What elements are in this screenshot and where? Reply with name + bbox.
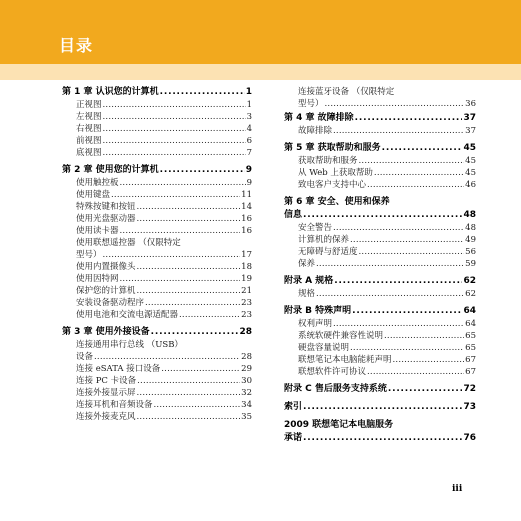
toc-entry[interactable] [62, 189, 252, 201]
leader-dots [367, 366, 464, 378]
toc-appendix-b[interactable] [284, 305, 476, 318]
toc-appendix-c[interactable] [284, 383, 476, 396]
toc-entry[interactable] [62, 147, 252, 159]
leader-dots [374, 167, 464, 179]
chapter-page: 62 [463, 276, 476, 286]
leader-dots [303, 209, 462, 222]
entry-page: 59 [465, 259, 476, 269]
toc-entry[interactable] [62, 363, 252, 375]
entry-label: 联想软件许可协议 [298, 367, 367, 377]
leader-dots [137, 375, 240, 387]
toc-right-column [284, 86, 476, 445]
toc-entry[interactable] [284, 354, 476, 366]
page-number: iii [452, 484, 463, 494]
entry-label: 使用内置摄像头 [76, 262, 136, 272]
entry-label: 型号） [76, 250, 102, 260]
entry-label: 使用因特网 [76, 274, 119, 284]
entry-label: 连接外接麦克风 [76, 412, 136, 422]
entry-label: 使用读卡器 [76, 226, 119, 236]
entry-label: 连接 PC 卡设备 [76, 376, 137, 386]
leader-dots [137, 201, 241, 213]
entry-page: 62 [465, 289, 476, 299]
leader-dots [137, 213, 241, 225]
entry-label: 规格 [298, 289, 316, 299]
page-title: 目录 [59, 36, 94, 55]
toc-entry[interactable] [62, 273, 252, 285]
toc-entry[interactable] [62, 123, 252, 135]
leader-dots [137, 285, 241, 297]
entry-label: 连接耳机和音频设备 [76, 400, 153, 410]
entry-label: 使用触控板 [76, 178, 119, 188]
entry-label: 安全警告 [298, 223, 333, 233]
leader-dots [103, 135, 246, 147]
toc-chapter-6-line2[interactable] [284, 209, 476, 222]
entry-page: 46 [465, 180, 476, 190]
entry-page: 19 [241, 274, 252, 284]
toc-entry[interactable] [62, 201, 252, 213]
toc-entry[interactable] [284, 342, 476, 354]
toc-entry[interactable] [62, 411, 252, 423]
toc-service-promise-line1[interactable]: 2009 联想笔记本电脑服务 [284, 420, 394, 430]
chapter-title: 承诺 [284, 433, 303, 443]
leader-dots [137, 261, 241, 273]
entry-label: 前视图 [76, 136, 102, 146]
toc-entry[interactable] [284, 167, 476, 179]
chapter-title: 第 5 章 获取帮助和服务 [284, 143, 381, 153]
toc-entry[interactable] [284, 258, 476, 270]
entry-label: 型号） [298, 99, 324, 109]
leader-dots [303, 401, 462, 414]
entry-page: 32 [241, 388, 252, 398]
leader-dots [350, 342, 464, 354]
leader-dots [103, 249, 241, 261]
leader-dots [334, 275, 462, 288]
entry-page: 23 [241, 310, 252, 320]
leader-dots [120, 273, 241, 285]
entry-page: 16 [241, 214, 252, 224]
toc-entry-bluetooth-line2[interactable] [284, 98, 476, 110]
chapter-page: 76 [463, 433, 476, 443]
toc-chapter-6-line1[interactable]: 第 6 章 安全、使用和保养 [284, 197, 390, 207]
chapter-page: 64 [463, 306, 476, 316]
chapter-title: 附录 A 规格 [284, 276, 334, 286]
entry-page: 3 [246, 112, 252, 122]
chapter-title: 信息 [284, 210, 303, 220]
leader-dots [316, 288, 464, 300]
leader-dots [111, 189, 240, 201]
toc-entry[interactable] [284, 179, 476, 191]
entry-page: 36 [465, 99, 476, 109]
leader-dots [352, 305, 462, 318]
chapter-page: 9 [245, 165, 252, 175]
entry-label: 系统软硬件兼容性说明 [298, 331, 384, 341]
entry-label: 从 Web 上获取帮助 [298, 168, 373, 178]
chapter-title: 附录 B 特殊声明 [284, 306, 352, 316]
entry-page: 7 [246, 148, 252, 158]
entry-page: 18 [241, 262, 252, 272]
entry-page: 65 [465, 331, 476, 341]
entry-label: 获取帮助和服务 [298, 156, 358, 166]
entry-page: 16 [241, 226, 252, 236]
leader-dots [137, 387, 241, 399]
leader-dots [388, 383, 463, 396]
leader-dots [384, 330, 464, 342]
toc-entry-remote-line2[interactable] [62, 249, 252, 261]
chapter-page: 1 [245, 87, 252, 97]
entry-label: 左视图 [76, 112, 102, 122]
entry-label: 连接 eSATA 接口设备 [76, 364, 161, 374]
entry-page: 34 [241, 400, 252, 410]
chapter-title: 第 1 章 认识您的计算机 [62, 87, 159, 97]
leader-dots [160, 86, 245, 99]
chapter-page: 48 [463, 210, 476, 220]
toc-entry[interactable] [284, 330, 476, 342]
entry-page: 1 [246, 100, 252, 110]
entry-label: 设备 [76, 352, 94, 362]
leader-dots [179, 309, 240, 321]
leader-dots [103, 147, 246, 159]
entry-label: 使用键盘 [76, 190, 111, 200]
leader-dots [137, 411, 241, 423]
leader-dots [161, 363, 240, 375]
entry-page: 21 [241, 286, 252, 296]
toc-entry[interactable] [284, 125, 476, 137]
entry-label: 右视图 [76, 124, 102, 134]
toc-entry[interactable] [284, 318, 476, 330]
entry-page: 29 [241, 364, 252, 374]
toc-entry[interactable] [62, 135, 252, 147]
chapter-page: 72 [463, 384, 476, 394]
leader-dots [94, 351, 240, 363]
leader-dots [350, 234, 464, 246]
entry-label: 底视图 [76, 148, 102, 158]
entry-label: 保护您的计算机 [76, 286, 136, 296]
toc-appendix-a[interactable] [284, 275, 476, 288]
entry-label: 正视图 [76, 100, 102, 110]
leader-dots [103, 111, 246, 123]
toc-entry-bluetooth-line1[interactable]: 连接蓝牙设备 （仅限特定 [298, 87, 395, 97]
entry-page: 11 [241, 190, 252, 200]
leader-dots [359, 246, 465, 258]
toc-entry[interactable] [62, 225, 252, 237]
leader-dots [333, 318, 464, 330]
entry-page: 23 [241, 298, 252, 308]
chapter-page: 28 [239, 327, 252, 337]
toc-entry[interactable] [62, 285, 252, 297]
toc-entry[interactable] [284, 246, 476, 258]
entry-label: 硬盘容量说明 [298, 343, 350, 353]
header-rule [0, 64, 521, 80]
entry-label: 使用光盘驱动器 [76, 214, 136, 224]
entry-label: 安装设备驱动程序 [76, 298, 145, 308]
chapter-page: 73 [463, 402, 476, 412]
toc-entry[interactable] [62, 177, 252, 189]
entry-page: 45 [465, 156, 476, 166]
leader-dots [333, 222, 464, 234]
entry-label: 联想笔记本电脑能耗声明 [298, 355, 392, 365]
leader-dots [120, 177, 246, 189]
entry-page: 37 [465, 126, 476, 136]
entry-page: 28 [241, 352, 252, 362]
leader-dots [151, 326, 239, 339]
entry-page: 67 [465, 355, 476, 365]
entry-label: 连接外接显示屏 [76, 388, 136, 398]
leader-dots [303, 432, 462, 445]
toc-entry-usb-line1[interactable]: 连接通用串行总线 （USB） [76, 340, 183, 350]
toc-entry[interactable] [62, 297, 252, 309]
chapter-title: 第 2 章 使用您的计算机 [62, 165, 159, 175]
chapter-title: 第 4 章 故障排除 [284, 113, 354, 123]
entry-page: 14 [241, 202, 252, 212]
entry-page: 45 [465, 168, 476, 178]
entry-label: 致电客户支持中心 [298, 180, 367, 190]
toc-chapter-3[interactable] [62, 326, 252, 339]
leader-dots [120, 225, 241, 237]
entry-label: 使用电池和交流电源适配器 [76, 310, 179, 320]
toc-entry-remote-line1[interactable]: 使用联想遥控器 （仅限特定 [76, 238, 181, 248]
leader-dots [325, 98, 465, 110]
entry-page: 4 [246, 124, 252, 134]
entry-page: 65 [465, 343, 476, 353]
toc-entry[interactable] [62, 375, 252, 387]
entry-page: 17 [241, 250, 252, 260]
chapter-page: 45 [463, 143, 476, 153]
toc-entry[interactable] [62, 261, 252, 273]
toc-entry[interactable] [62, 99, 252, 111]
leader-dots [367, 179, 464, 191]
chapter-title: 第 3 章 使用外接设备 [62, 327, 150, 337]
leader-dots [382, 142, 463, 155]
entry-page: 9 [246, 178, 252, 188]
toc-service-promise-line2[interactable] [284, 432, 476, 445]
toc-entry[interactable] [62, 387, 252, 399]
toc-entry[interactable] [284, 234, 476, 246]
toc-left-column [62, 86, 252, 423]
entry-label: 故障排除 [298, 126, 333, 136]
entry-label: 无障碍与舒适度 [298, 247, 358, 257]
toc-chapter-2[interactable] [62, 164, 252, 177]
entry-page: 35 [241, 412, 252, 422]
toc-entry[interactable] [284, 366, 476, 378]
entry-page: 48 [465, 223, 476, 233]
toc-chapter-5[interactable] [284, 142, 476, 155]
toc-entry[interactable] [62, 213, 252, 225]
entry-label: 特殊按键和按钮 [76, 202, 136, 212]
entry-page: 64 [465, 319, 476, 329]
leader-dots [333, 125, 464, 137]
toc-chapter-4[interactable] [284, 112, 476, 125]
toc-entry-usb-line2[interactable] [62, 351, 252, 363]
leader-dots [103, 123, 246, 135]
entry-page: 56 [465, 247, 476, 257]
entry-label: 权利声明 [298, 319, 333, 329]
leader-dots [160, 164, 245, 177]
leader-dots [355, 112, 463, 125]
leader-dots [393, 354, 465, 366]
leader-dots [103, 99, 246, 111]
entry-page: 49 [465, 235, 476, 245]
chapter-title: 附录 C 售后服务支持系统 [284, 384, 387, 394]
toc-entry[interactable] [284, 222, 476, 234]
entry-page: 67 [465, 367, 476, 377]
leader-dots [359, 155, 465, 167]
toc-entry[interactable] [284, 288, 476, 300]
toc-entry[interactable] [62, 309, 252, 321]
leader-dots [154, 399, 241, 411]
entry-label: 保养 [298, 259, 316, 269]
chapter-title: 索引 [284, 402, 303, 412]
toc-index[interactable] [284, 401, 476, 414]
toc-entry[interactable] [284, 155, 476, 167]
leader-dots [145, 297, 240, 309]
toc-chapter-1[interactable] [62, 86, 252, 99]
entry-page: 30 [241, 376, 252, 386]
entry-label: 计算机的保养 [298, 235, 350, 245]
leader-dots [316, 258, 464, 270]
toc-entry[interactable] [62, 111, 252, 123]
chapter-page: 37 [463, 113, 476, 123]
entry-page: 6 [246, 136, 252, 146]
toc-entry[interactable] [62, 399, 252, 411]
